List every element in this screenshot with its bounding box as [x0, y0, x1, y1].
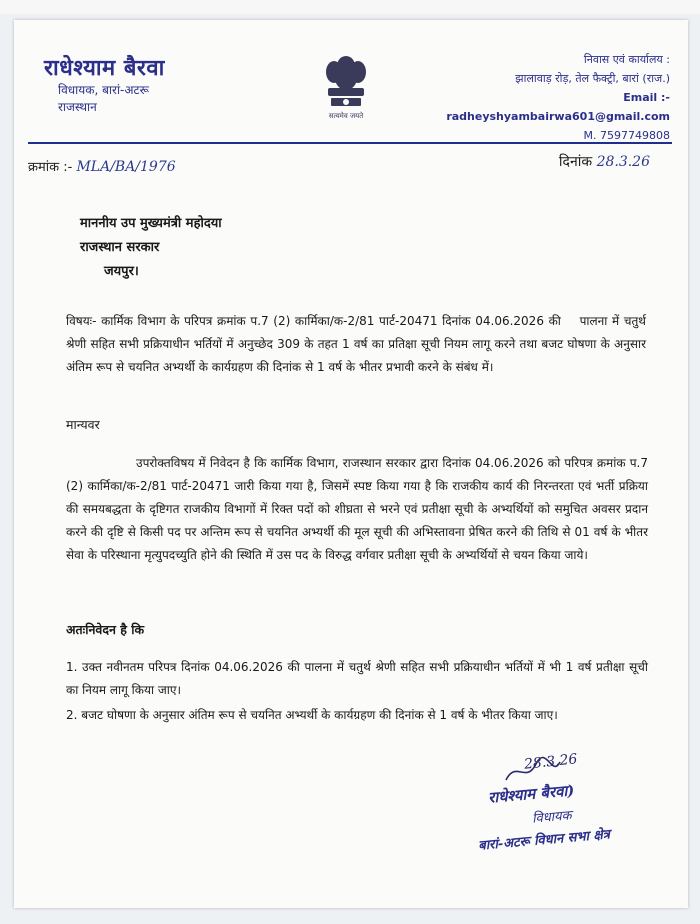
date-label: दिनांक: [558, 154, 593, 170]
letter-page: [14, 20, 688, 908]
addressee-block: [80, 212, 222, 284]
addressee-title: माननीय उप मुख्यमंत्री महोदया: [80, 216, 222, 231]
request-points: [66, 656, 648, 729]
top-margin-strip: [0, 0, 700, 14]
letterhead-divider: [28, 142, 672, 144]
letterhead-left: [44, 52, 165, 116]
signature-date: 28.3.26: [523, 751, 579, 773]
reference-value: MLA/BA/1976: [76, 159, 176, 175]
addressee-city: जयपुर।: [104, 264, 139, 279]
reference-number: [28, 157, 176, 175]
mla-name: राधेश्याम बैरवा: [44, 56, 165, 81]
letterhead-right: [414, 50, 670, 145]
date-value: 28.3.26: [596, 154, 650, 170]
signatory-constituency: बारां-अटरू विधान सभा क्षेत्र: [477, 827, 611, 854]
mobile-number: M. 7597749808: [583, 129, 670, 142]
signatory-name: राधेश्याम बैरवा): [487, 781, 576, 807]
reference-label: क्रमांक :-: [28, 160, 73, 175]
subject-continuation: पालना में चतुर्थ श्रेणी सहित सभी प्रक्रियाधीन भर्तियों में अनुच्छेद 309 के तहत 1 वर्ष का प्रतिक्षा सूची नियम लागू करने तथा बजट घोषणा के अनुसार अंतिम रूप से चयनित अभ्यर्थी के कार्यग्रहण की दिनांक से 1 वर्ष के भीतर प्रभावी करने के संबंध में।: [66, 314, 646, 374]
mla-state: राजस्थान: [58, 100, 97, 114]
request-point-2: 2. बजट घोषणा के अनुसार अंतिम रूप से चयनित अभ्यर्थी के कार्यग्रहण की दिनांक से 1 वर्ष के भीतर किया जाए।: [66, 708, 558, 722]
body-paragraph: उपरोक्तविषय में निवेदन है कि कार्मिक विभाग, राजस्थान सरकार द्वारा दिनांक 04.06.2026 को परिपत्र क्रमांक प.7 (2) कार्मिका/क-2/81 पार्ट-20471 जारी किया गया है, जिसमें स्पष्ट किया गया है कि राजकीय कार्य की निरन्तरता एवं भर्ती प्रक्रिया की समयबद्धता के दृष्टिगत राजकीय विभागों में रिक्त पदों को शीघ्रता से भरने एवं प्रतीक्षा सूची के अभ्यर्थियों को समुचित अवसर प्रदान करने की दृष्टि से किसी पद पर अन्तिम रूप से चयनित अभ्यर्थी की मूल सूची की अभिस्तावना प्रेषित करने की तिथि से 01 वर्ष के भीतर सेवा के परिस्थाना मृत्युपदच्युति होने की स्थिति में उस पद के विरुद्ध वर्गवार प्रतीक्षा सूची के अभ्यर्थियों से चयन किया जाये।: [66, 456, 648, 562]
mla-designation: विधायक, बारां-अटरू: [58, 83, 149, 97]
residence-address: झालावाड़ रोड़, तेल फैक्ट्री, बारां (राज.): [515, 72, 670, 85]
subject-first-line: कार्मिक विभाग के परिपत्र क्रमांक प.7 (2) कार्मिका/क-2/81 पार्ट-20471 दिनांक 04.06.2026 की: [101, 314, 561, 328]
addressee-government: राजस्थान सरकार: [80, 240, 160, 255]
email-address: Email :- radheyshyambairwa601@gmail.com: [446, 91, 670, 123]
emblem-caption: सत्यमेव जयते: [328, 112, 364, 120]
salutation: मान्यवर: [66, 417, 100, 432]
subject-paragraph: [66, 310, 646, 379]
signatory-designation: विधायक: [531, 808, 573, 827]
state-emblem-icon: [314, 52, 378, 130]
request-point-1: 1. उक्त नवीनतम परिपत्र दिनांक 04.06.2026 की पालना में चतुर्थ श्रेणी सहित सभी प्रक्रियाधीन भर्तियों में भी 1 वर्ष प्रतीक्षा सूची का नियम लागू किया जाए।: [66, 660, 648, 697]
signature-block: [462, 750, 672, 920]
letter-date: [559, 152, 650, 171]
residence-label: निवास एवं कार्यालय :: [583, 53, 670, 66]
subject-label: विषयः-: [66, 314, 97, 328]
request-heading: अतःनिवेदन है कि: [66, 622, 145, 637]
